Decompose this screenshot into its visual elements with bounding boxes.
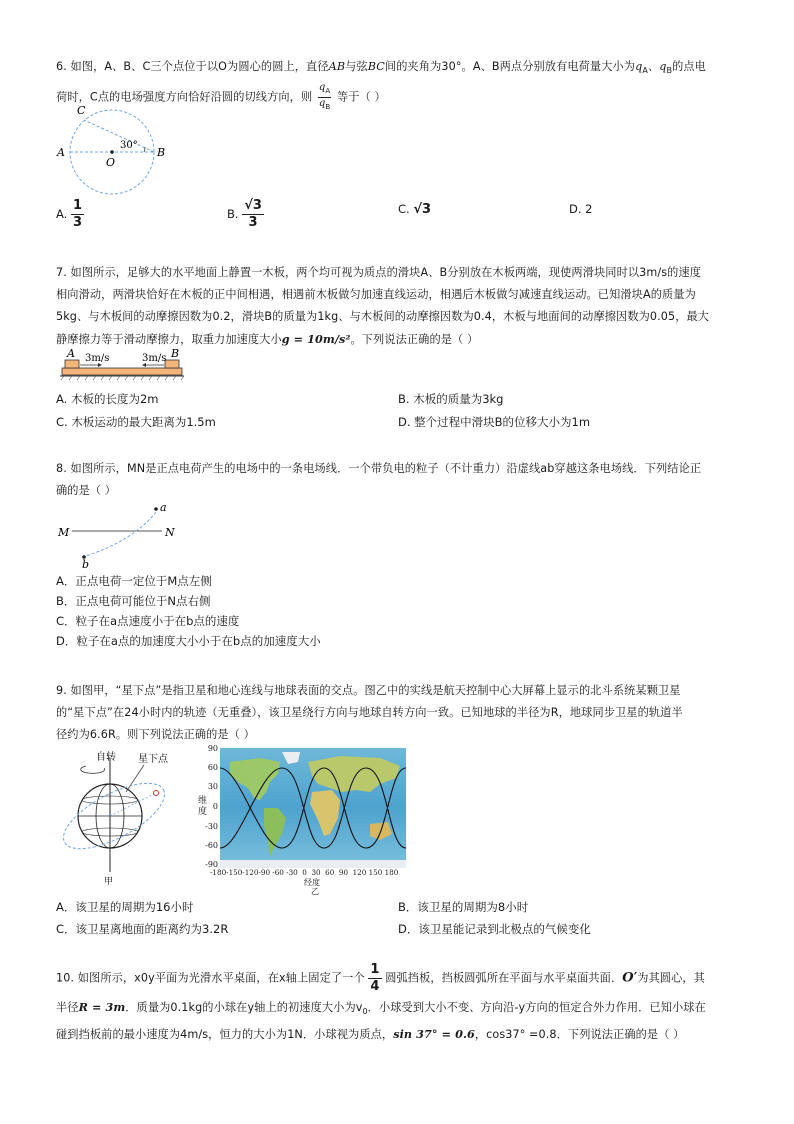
q7-option-a[interactable]: A. 木板的长度为2m — [56, 392, 159, 406]
q9-subpoint-label: 星下点 — [138, 754, 168, 765]
q10-center-o-prime: O′ — [622, 970, 638, 986]
q8-option-b[interactable]: B．正点电荷可能位于N点右侧 — [56, 594, 211, 608]
q6-label-o: O — [106, 156, 116, 169]
q9-map-figure: 90 60 30 0 -30 -60 -90 维 度 -180-150-120-90 -60 -30 0 30 60 90 120 150 180 经度 乙 — [196, 744, 426, 894]
q10-line-3: 碰到挡板前的最小速度为4m/s，恒力的大小为1N．小球视为质点，sin 37° = 0.6，cos37° =0.8．下列说法正确的是（ ） — [56, 1027, 685, 1042]
q8-option-d[interactable]: D．粒子在a点的加速度大小小于在b点的加速度大小 — [56, 634, 321, 648]
q6-label-b: B — [157, 146, 166, 159]
q7-option-d[interactable]: D. 整个过程中滑块B的位移大小为1m — [398, 415, 591, 429]
q10-line-2: 半径R = 3m．质量为0.1kg的小球在y轴上的初速度大小为$v_0$．小球受到大小不变、方向沿-y方向的恒定合外力作用．已知小球在 — [56, 1000, 706, 1017]
q9-option-a[interactable]: A．该卫星的周期为16小时 — [56, 900, 194, 914]
q7-option-b[interactable]: B. 木板的质量为3kg — [398, 392, 504, 406]
q6-line-1: 6. 如图，A、B、C三个点位于以O为圆心的圆上，直径AB与弦BC间的夹角为30°。A、B两点分别放有电荷量大小为$q_A$、$q_B$的点电 — [56, 60, 706, 76]
q6-option-a[interactable]: A. $\frac{1}{3}$ — [56, 198, 83, 230]
q8-option-a[interactable]: A．正点电荷一定位于M点左侧 — [56, 574, 212, 588]
q10-sin37: sin 37° = 0.6 — [393, 1027, 475, 1042]
q6-option-d[interactable]: D. 2 — [569, 202, 593, 216]
q10-line-1: 10. 如图所示，x0y平面为光滑水平桌面，在x轴上固定了一个 $\frac{1}{4}$ 圆弧挡板，挡板圆弧所在平面与水平桌面共面．O′为其圆心，其 — [56, 962, 705, 994]
q8-label-n: N — [165, 526, 175, 539]
q9-rotation-arrow-icon — [81, 766, 105, 773]
q7-block-b — [165, 360, 179, 368]
q7-block-a — [65, 360, 79, 368]
q9-option-c[interactable]: C．该卫星离地面的距离约为3.2R — [56, 922, 229, 936]
q9-option-b[interactable]: B．该卫星的周期为8小时 — [398, 900, 529, 914]
q8-field-line-figure — [54, 500, 184, 570]
q9-y-label: 维 度 — [198, 796, 208, 817]
q6-circle-figure — [54, 100, 184, 200]
q8-options — [56, 571, 321, 651]
q9-rotation-label: 自转 — [96, 752, 116, 763]
q7-ground-hatch — [61, 376, 184, 380]
q9-world-map — [220, 748, 406, 868]
q8-label-a: a — [160, 501, 167, 514]
q9-globe-figure — [54, 748, 194, 888]
q7-line-2: 相向滑动，两滑块恰好在木板的正中间相遇，相遇前木板做匀加速直线运动，相遇后木板做匀减速直线运动。已知滑块A的质量为 — [56, 288, 696, 301]
q6-option-c[interactable]: C. √3 — [398, 202, 432, 217]
q9-caption-jia: 甲 — [104, 877, 114, 887]
q6-chord-bc — [84, 120, 154, 152]
q6-option-a-fraction: $\frac{1}{3}$ — [72, 198, 83, 230]
q6-label-c: C — [77, 104, 86, 117]
q7-label-b: B — [171, 347, 180, 360]
q8-label-m: M — [58, 526, 70, 539]
q8-option-c[interactable]: C．粒子在a点速度小于在b点的速度 — [56, 614, 240, 628]
q7-label-a: A — [67, 347, 75, 360]
q10-quarter-fraction: $\frac{1}{4}$ — [370, 962, 380, 994]
q8-line-1: 8. 如图所示，MN是正点电荷产生的电场中的一条电场线．一个带负电的粒子（不计重力）沿虚线ab穿越这条电场线．下列结论正 — [56, 462, 702, 475]
q9-subpoint-pointer — [126, 765, 144, 792]
q7-velocity-a: 3m/s — [85, 353, 110, 364]
q6-label-a: A — [57, 146, 65, 159]
q9-line-1: 9. 如图甲，“星下点”是指卫星和地心连线与地球表面的交点。图乙中的实线是航天控制中心大屏幕上显示的北斗系统某颗卫星 — [56, 684, 681, 697]
q9-x-ticks: -180-150-120-90 -60 -30 0 30 60 90 120 150 180 — [210, 868, 399, 877]
q6-center-dot — [110, 150, 114, 154]
q7-line-1: 7. 如图所示，足够大的水平地面上静置一木板，两个均可视为质点的滑块A、B分别放在木板两端，现使两滑块同时以3m/s的速度 — [56, 266, 702, 279]
question-10 — [56, 962, 746, 1046]
q6-angle: 30° — [441, 60, 462, 73]
q7-gravity: g = 10m/s² — [281, 332, 351, 346]
q6-option-b[interactable]: B. $\frac{√3}{3}$ — [227, 198, 262, 230]
q8-line-2: 确的是（ ） — [56, 484, 117, 497]
q6-ratio-fraction: $\frac{q_A}{q_B}$ — [318, 82, 331, 112]
q7-board — [62, 368, 182, 375]
q9-line-2: 的“星下点”在24小时内的轨迹（无重叠），该卫星绕行方向与地球自转方向一致。已知地球的半径为R，地球同步卫星的轨道半 — [56, 706, 683, 719]
q9-satellite-icon — [154, 791, 159, 796]
q8-point-a-dot — [154, 507, 158, 511]
q6-ab: AB — [328, 60, 346, 73]
q7-velocity-b: 3m/s — [142, 353, 167, 364]
q9-x-label: 经度 — [304, 878, 320, 887]
q6-label-angle: 30° — [120, 140, 138, 151]
q8-label-b: b — [82, 558, 90, 570]
q7-board-figure — [58, 346, 188, 386]
question-8 — [56, 458, 746, 502]
question-9 — [56, 680, 746, 746]
q6-option-b-fraction: $\frac{√3}{3}$ — [244, 198, 262, 230]
q9-map-antarctica — [220, 860, 406, 868]
q8-particle-path — [86, 512, 156, 556]
q7-line-4: 静摩擦力等于滑动摩擦力，取重力加速度大小g = 10m/s²。下列说法正确的是（ ） — [56, 332, 479, 346]
q7-option-c[interactable]: C. 木板运动的最大距离为1.5m — [56, 415, 216, 429]
q9-caption-yi: 乙 — [311, 887, 319, 896]
q6-line-2: 荷时，C点的电场强度方向恰好沿圆的切线方向，则 $\frac{q_A}{q_B}$ 等于（ ） — [56, 82, 386, 112]
question-7 — [56, 262, 746, 351]
q9-option-d[interactable]: D．该卫星能记录到北极点的气候变化 — [398, 922, 591, 936]
q9-line-3: 径约为6.6R。则下列说法正确的是（ ） — [56, 728, 255, 741]
q6-bc: BC — [367, 60, 385, 73]
q10-radius: R = 3m — [78, 1000, 126, 1014]
q7-line-3: 5kg、与木板间的动摩擦因数为0.2，滑块B的质量为1kg、与木板间的动摩擦因数为0.4，木板与地面间的动摩擦因数为0.05，最大 — [56, 310, 710, 323]
